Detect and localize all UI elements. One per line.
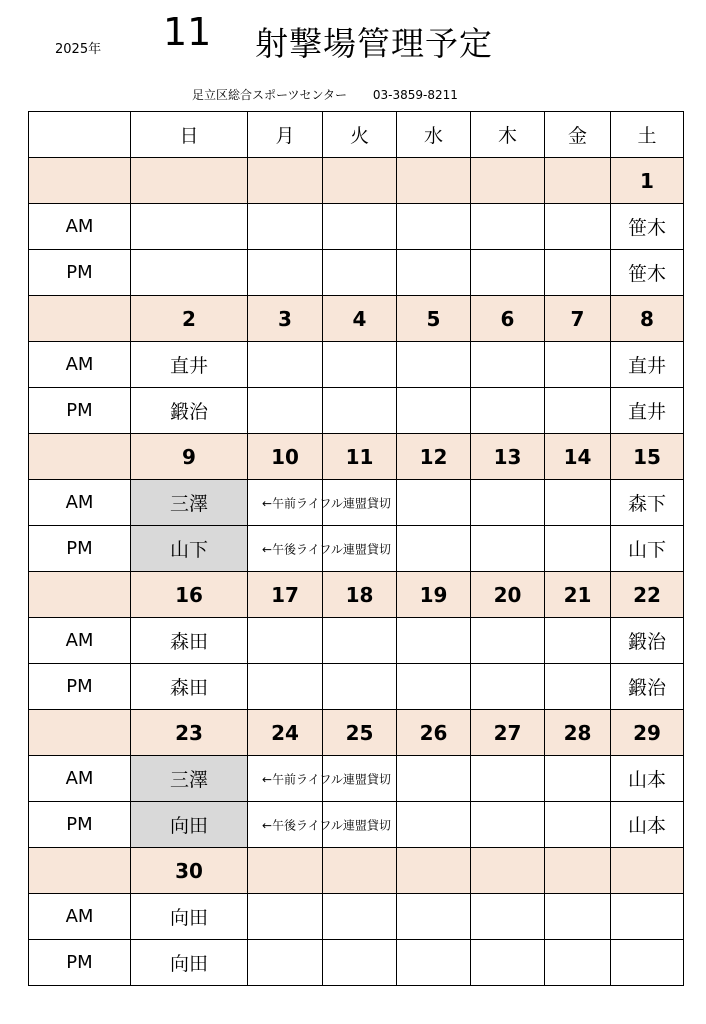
slot-label: PM: [29, 526, 131, 572]
assignment-cell: [611, 894, 684, 940]
date-row-label: [29, 710, 131, 756]
am-row: [29, 480, 684, 526]
assignment-cell: 直井: [131, 342, 248, 388]
assignment-cell: [545, 664, 611, 710]
phone-number: 03-3859-8211: [372, 88, 458, 102]
slot-label: PM: [29, 664, 131, 710]
facility-name: 足立区総合スポーツセンター: [192, 88, 348, 102]
assignment-cell: [397, 756, 471, 802]
weekday-header: 木: [471, 112, 545, 158]
am-row: [29, 894, 684, 940]
slot-label: PM: [29, 940, 131, 986]
assignment-cell: 山本: [611, 802, 684, 848]
date-cell: 20: [471, 572, 545, 618]
pm-row: [29, 388, 684, 434]
date-cell: 15: [611, 434, 684, 480]
reservation-note: ←午後ライフル連盟貸切: [262, 818, 391, 832]
date-cell: [545, 158, 611, 204]
assignment-cell: [545, 756, 611, 802]
am-row: [29, 756, 684, 802]
assignment-cell: [545, 802, 611, 848]
date-cell: 21: [545, 572, 611, 618]
weekday-header: 水: [397, 112, 471, 158]
assignment-cell: 森田: [131, 664, 248, 710]
assignment-cell: [248, 802, 391, 848]
date-cell: 4: [323, 296, 397, 342]
date-cell: 19: [397, 572, 471, 618]
assignment-cell: 三澤: [131, 756, 248, 802]
date-row: [29, 710, 684, 756]
date-row: [29, 158, 684, 204]
assignment-cell: [471, 526, 545, 572]
assignment-cell: [248, 250, 323, 296]
assignment-cell: [323, 250, 397, 296]
weekday-header: 火: [323, 112, 397, 158]
assignment-cell: [471, 342, 545, 388]
subtitle: [192, 86, 458, 103]
assignment-cell: 鍛治: [131, 388, 248, 434]
weekday-header: [29, 112, 131, 158]
assignment-cell: [471, 204, 545, 250]
schedule-table: [28, 111, 684, 986]
reservation-note: ←午前ライフル連盟貸切: [262, 496, 391, 510]
am-row: [29, 204, 684, 250]
assignment-cell: 森田: [131, 618, 248, 664]
assignment-cell: [323, 894, 397, 940]
date-cell: 5: [397, 296, 471, 342]
reservation-note: ←午前ライフル連盟貸切: [262, 772, 391, 786]
date-cell: 24: [248, 710, 323, 756]
assignment-cell: 直井: [611, 342, 684, 388]
assignment-cell: [248, 480, 391, 526]
assignment-cell: 笹木: [611, 250, 684, 296]
date-cell: 22: [611, 572, 684, 618]
am-row: [29, 342, 684, 388]
assignment-cell: [323, 342, 397, 388]
pm-row: [29, 664, 684, 710]
am-row: [29, 618, 684, 664]
date-cell: 26: [397, 710, 471, 756]
pm-row: [29, 250, 684, 296]
slot-label: AM: [29, 204, 131, 250]
assignment-cell: 山本: [611, 756, 684, 802]
date-cell: 30: [131, 848, 248, 894]
assignment-cell: [323, 940, 397, 986]
assignment-cell: [248, 894, 323, 940]
assignment-cell: [471, 756, 545, 802]
assignment-cell: [397, 802, 471, 848]
date-cell: [471, 848, 545, 894]
date-cell: 12: [397, 434, 471, 480]
page-title: 射撃場管理予定: [255, 24, 493, 63]
date-cell: [397, 848, 471, 894]
assignment-cell: [397, 250, 471, 296]
pm-row: [29, 526, 684, 572]
date-cell: [397, 158, 471, 204]
date-row: [29, 848, 684, 894]
date-cell: 29: [611, 710, 684, 756]
date-cell: 16: [131, 572, 248, 618]
slot-label: AM: [29, 342, 131, 388]
assignment-cell: [611, 940, 684, 986]
assignment-cell: [248, 388, 323, 434]
assignment-cell: [545, 618, 611, 664]
date-cell: 9: [131, 434, 248, 480]
assignment-cell: [471, 618, 545, 664]
date-cell: [248, 848, 323, 894]
weekday-header-row: [29, 112, 684, 158]
date-cell: 8: [611, 296, 684, 342]
slot-label: PM: [29, 388, 131, 434]
assignment-cell: 鍛治: [611, 664, 684, 710]
assignment-cell: [323, 204, 397, 250]
date-cell: 10: [248, 434, 323, 480]
assignment-cell: [397, 664, 471, 710]
month-number: 11: [163, 10, 212, 54]
pm-row: [29, 940, 684, 986]
date-cell: 14: [545, 434, 611, 480]
assignment-cell: [545, 342, 611, 388]
date-cell: 17: [248, 572, 323, 618]
assignment-cell: [131, 250, 248, 296]
date-cell: 2: [131, 296, 248, 342]
assignment-cell: 鍛治: [611, 618, 684, 664]
assignment-cell: [323, 388, 397, 434]
assignment-cell: [545, 480, 611, 526]
assignment-cell: [397, 388, 471, 434]
assignment-cell: [397, 618, 471, 664]
date-cell: 23: [131, 710, 248, 756]
assignment-cell: [131, 204, 248, 250]
weekday-header: 月: [248, 112, 323, 158]
assignment-cell: [248, 618, 323, 664]
assignment-cell: [248, 756, 391, 802]
assignment-cell: 山下: [611, 526, 684, 572]
assignment-cell: [545, 250, 611, 296]
slot-label: PM: [29, 802, 131, 848]
date-row: [29, 296, 684, 342]
assignment-cell: [248, 940, 323, 986]
assignment-cell: [397, 342, 471, 388]
date-row: [29, 572, 684, 618]
date-cell: 3: [248, 296, 323, 342]
assignment-cell: [471, 388, 545, 434]
assignment-cell: [471, 894, 545, 940]
date-cell: [611, 848, 684, 894]
weekday-header: 土: [611, 112, 684, 158]
assignment-cell: [397, 894, 471, 940]
assignment-cell: [545, 526, 611, 572]
assignment-cell: 山下: [131, 526, 248, 572]
date-row-label: [29, 296, 131, 342]
weekday-header: 日: [131, 112, 248, 158]
slot-label: AM: [29, 480, 131, 526]
assignment-cell: [397, 204, 471, 250]
assignment-cell: [471, 940, 545, 986]
assignment-cell: 笹木: [611, 204, 684, 250]
date-row: [29, 434, 684, 480]
date-cell: 13: [471, 434, 545, 480]
assignment-cell: [471, 664, 545, 710]
date-cell: [545, 848, 611, 894]
date-cell: [131, 158, 248, 204]
assignment-cell: [545, 388, 611, 434]
year-label: 2025年: [55, 42, 102, 57]
date-row-label: [29, 572, 131, 618]
assignment-cell: [545, 940, 611, 986]
assignment-cell: [323, 664, 397, 710]
assignment-cell: 向田: [131, 894, 248, 940]
assignment-cell: [471, 250, 545, 296]
assignment-cell: [248, 664, 323, 710]
assignment-cell: 向田: [131, 802, 248, 848]
assignment-cell: [545, 894, 611, 940]
date-cell: 7: [545, 296, 611, 342]
date-cell: [323, 848, 397, 894]
assignment-cell: [471, 802, 545, 848]
date-cell: [323, 158, 397, 204]
date-cell: 25: [323, 710, 397, 756]
date-cell: 1: [611, 158, 684, 204]
assignment-cell: 向田: [131, 940, 248, 986]
date-cell: [471, 158, 545, 204]
reservation-note: ←午後ライフル連盟貸切: [262, 542, 391, 556]
assignment-cell: [397, 940, 471, 986]
date-cell: 6: [471, 296, 545, 342]
assignment-cell: [397, 480, 471, 526]
date-cell: 27: [471, 710, 545, 756]
assignment-cell: [545, 204, 611, 250]
pm-row: [29, 802, 684, 848]
date-row-label: [29, 848, 131, 894]
assignment-cell: [248, 526, 391, 572]
assignment-cell: [248, 204, 323, 250]
date-cell: 11: [323, 434, 397, 480]
slot-label: AM: [29, 618, 131, 664]
date-cell: 28: [545, 710, 611, 756]
date-row-label: [29, 158, 131, 204]
weekday-header: 金: [545, 112, 611, 158]
assignment-cell: [471, 480, 545, 526]
slot-label: AM: [29, 894, 131, 940]
assignment-cell: [323, 618, 397, 664]
slot-label: PM: [29, 250, 131, 296]
date-row-label: [29, 434, 131, 480]
date-cell: 18: [323, 572, 397, 618]
assignment-cell: [248, 342, 323, 388]
assignment-cell: 森下: [611, 480, 684, 526]
date-cell: [248, 158, 323, 204]
assignment-cell: 三澤: [131, 480, 248, 526]
assignment-cell: 直井: [611, 388, 684, 434]
assignment-cell: [397, 526, 471, 572]
slot-label: AM: [29, 756, 131, 802]
